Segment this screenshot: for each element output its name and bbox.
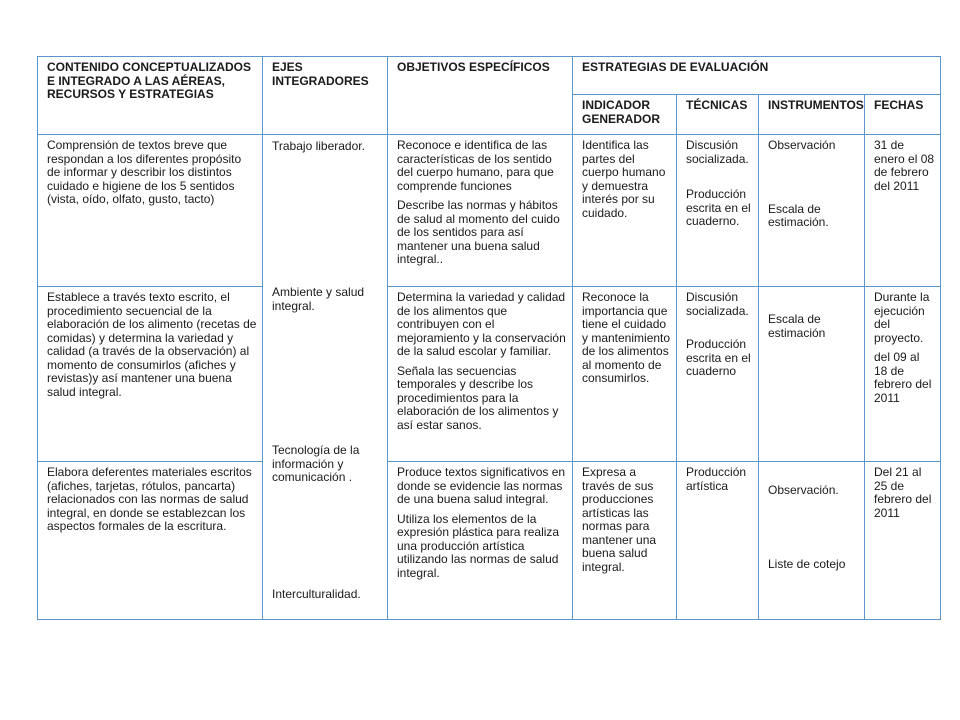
indicador-cell: Identifica las partes del cuerpo humano y demuestra interés por su cuidado. xyxy=(573,135,677,287)
objetivos-cell xyxy=(388,462,573,620)
instrumento-text: Escala de estimación. xyxy=(768,201,829,229)
objetivos-cell xyxy=(388,135,573,287)
instrumento-text: Escala de estimación xyxy=(768,312,826,340)
instrumentos-cell xyxy=(759,135,865,287)
header-fechas: FECHAS xyxy=(865,95,941,135)
tecnicas-cell xyxy=(677,135,759,287)
fecha-text: 31 de enero el 08 de febrero del 2011 xyxy=(874,138,935,193)
tecnica-text: Discusión socializada. xyxy=(686,138,749,166)
objetivo-text: Señala las secuencias temporales y describe los procedimientos para la elaboración de los alimentos y así estar sanos. xyxy=(397,363,559,432)
contenido-cell: Elabora deferentes materiales escritos (afiches, tarjetas, rótulos, pancarta) relacionados con las normas de salud integral, en donde se establezcan los aspectos formales de la escritura. xyxy=(38,462,263,620)
ejes-cell xyxy=(263,135,388,620)
contenido-cell: Establece a través texto escrito, el procedimiento secuencial de la elaboración de los alimento (recetas de comidas) y determina la variedad y calidad (a través de la observación) al momento de consumirlos (afiches y revistas)y así mantener una buena salud integral. xyxy=(38,287,263,462)
header-contenido: CONTENIDO CONCEPTUALIZADOS E INTEGRADO A LAS AÉREAS, RECURSOS Y ESTRATEGIAS xyxy=(38,57,263,135)
table-row xyxy=(38,287,941,462)
objetivo-text: Reconoce e identifica de las características de los sentido del cuerpo humano, para que comprende funciones xyxy=(397,138,554,193)
header-objetivos: OBJETIVOS ESPECÍFICOS xyxy=(388,57,573,135)
tecnicas-cell xyxy=(677,462,759,620)
fecha-text: del 09 al 18 de febrero del 2011 xyxy=(874,350,932,405)
objetivos-cell xyxy=(388,287,573,462)
table-row xyxy=(38,462,941,620)
table-row xyxy=(38,135,941,287)
indicador-cell: Expresa a través de sus producciones artísticas las normas para mantener una buena salud integral. xyxy=(573,462,677,620)
evaluation-plan-table xyxy=(37,56,941,620)
contenido-cell: Comprensión de textos breve que respondan a los diferentes propósito de informar y describir los distintos cuidado e higiene de los 5 sentidos (vista, oído, olfato, gusto, tacto) xyxy=(38,135,263,287)
tecnica-text: Producción escrita en el cuaderno. xyxy=(686,187,751,228)
objetivo-text: Determina la variedad y calidad de los alimentos que contribuyen con el mejoramiento y la conservación de la salud escolar y familiar. xyxy=(397,290,566,358)
eje-item: Trabajo liberador. xyxy=(272,139,365,153)
tecnicas-cell xyxy=(677,287,759,462)
instrumento-text: Liste de cotejo xyxy=(768,556,846,571)
fecha-text: Durante la ejecución del proyecto. xyxy=(874,290,930,345)
instrumentos-cell xyxy=(759,462,865,620)
fechas-cell xyxy=(865,287,941,462)
eje-item: Interculturalidad. xyxy=(272,587,361,601)
objetivo-text: Describe las normas y hábitos de salud al momento del cuido de los sentidos para así mantener una buena salud integral.. xyxy=(397,198,560,266)
fecha-text: Del 21 al 25 de febrero del 2011 xyxy=(874,465,932,520)
tecnica-text: Discusión socializada. xyxy=(686,290,749,318)
tecnica-text: Producción escrita en el cuaderno xyxy=(686,337,751,378)
tecnica-text: Producción artística xyxy=(686,465,747,493)
instrumento-text: Observación. xyxy=(768,483,839,497)
fechas-cell xyxy=(865,462,941,620)
objetivo-text: Produce textos significativos en donde se evidencie las normas de una buena salud integral. xyxy=(397,465,566,506)
header-ejes: EJES INTEGRADORES xyxy=(263,57,388,135)
indicador-cell: Reconoce la importancia que tiene el cuidado y mantenimiento de los alimentos al momento de consumirlos. xyxy=(573,287,677,462)
header-row xyxy=(38,57,941,95)
eje-item: Tecnología de la información y comunicación . xyxy=(272,443,360,484)
fechas-cell xyxy=(865,135,941,287)
header-tecnicas: TÉCNICAS xyxy=(677,95,759,135)
header-estrategias: ESTRATEGIAS DE EVALUACIÓN xyxy=(573,57,941,95)
header-indicador: INDICADOR GENERADOR xyxy=(573,95,677,135)
instrumento-text: Observación xyxy=(768,138,836,152)
objetivo-text: Utiliza los elementos de la expresión plástica para realiza una producción artística utilizando las normas de salud integral. xyxy=(397,511,560,580)
instrumentos-cell xyxy=(759,287,865,462)
header-instrumentos: INSTRUMENTOS xyxy=(759,95,865,135)
eje-item: Ambiente y salud integral. xyxy=(272,285,365,313)
